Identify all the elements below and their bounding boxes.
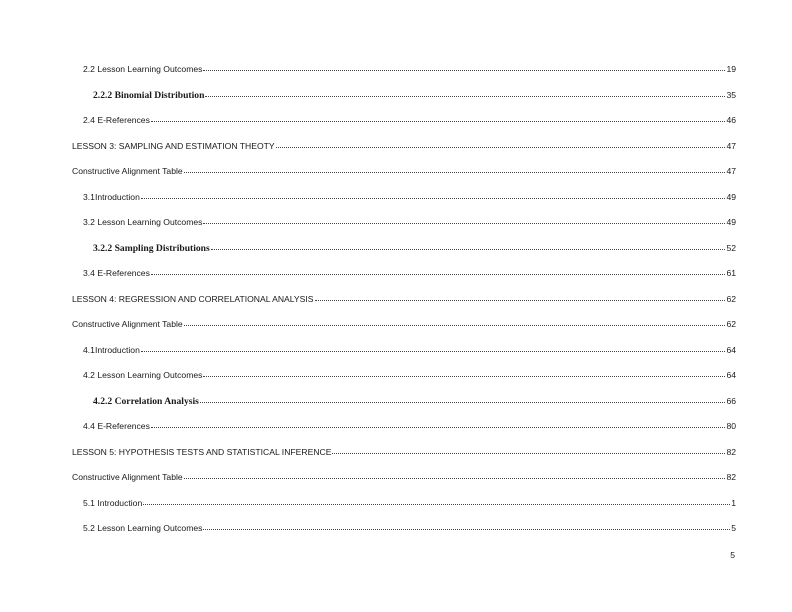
toc-entry[interactable] xyxy=(72,164,736,190)
toc-entry-title[interactable]: 2.4 E-References xyxy=(83,115,150,125)
toc-entry-page[interactable]: 49 xyxy=(726,217,736,227)
toc-entry-page[interactable]: 62 xyxy=(726,319,736,329)
toc-dot-leader xyxy=(141,343,726,353)
toc-entry[interactable] xyxy=(72,62,736,88)
toc-entry-page[interactable]: 46 xyxy=(726,115,736,125)
toc-entry[interactable] xyxy=(72,317,736,343)
toc-entry-page[interactable]: 66 xyxy=(726,395,736,406)
toc-dot-leader xyxy=(151,266,726,276)
toc-dot-leader xyxy=(151,113,726,123)
toc-entry[interactable] xyxy=(72,113,736,139)
toc-entry[interactable] xyxy=(72,368,736,394)
toc-dot-leader xyxy=(151,419,726,429)
toc-dot-leader xyxy=(205,88,725,98)
toc-entry-page[interactable]: 82 xyxy=(726,446,736,457)
toc-entry[interactable] xyxy=(72,190,736,216)
toc-entry-page[interactable]: 64 xyxy=(726,370,736,380)
toc-entry-page[interactable]: 80 xyxy=(726,421,736,431)
toc-entry-title[interactable]: LESSON 5: HYPOTHESIS TESTS AND STATISTICAL INFERENCE xyxy=(72,446,332,457)
toc-entry-page[interactable]: 1 xyxy=(731,497,736,508)
toc-entry-title[interactable]: 4.2.2 Correlation Analysis xyxy=(93,395,199,407)
toc-entry-page[interactable]: 82 xyxy=(726,472,736,482)
toc-entry[interactable] xyxy=(72,445,736,471)
toc-entry-page[interactable]: 61 xyxy=(726,268,736,278)
toc-entry[interactable] xyxy=(72,266,736,292)
toc-entry-title[interactable]: 4.4 E-References xyxy=(83,421,150,431)
toc-dot-leader xyxy=(143,496,730,506)
toc-entry-title[interactable]: 2.2 Lesson Learning Outcomes xyxy=(83,64,203,74)
toc-entry[interactable] xyxy=(72,496,736,522)
table-of-contents xyxy=(72,62,736,547)
toc-entry-title[interactable]: 5.2 Lesson Learning Outcomes xyxy=(83,523,203,533)
toc-entry[interactable] xyxy=(72,241,736,267)
toc-entry-title[interactable]: 2.2.2 Binomial Distribution xyxy=(93,89,205,101)
toc-dot-leader xyxy=(203,215,725,225)
toc-entry-title[interactable]: LESSON 3: SAMPLING AND ESTIMATION THEOTY xyxy=(72,140,275,151)
toc-dot-leader xyxy=(315,292,726,302)
toc-entry-title[interactable]: 3.2 Lesson Learning Outcomes xyxy=(83,217,203,227)
toc-dot-leader xyxy=(184,164,726,174)
toc-entry-title[interactable]: 3.1Introduction xyxy=(83,191,140,202)
toc-entry[interactable] xyxy=(72,88,736,114)
toc-entry-page[interactable]: 64 xyxy=(726,344,736,355)
toc-entry-page[interactable]: 19 xyxy=(726,64,736,74)
toc-dot-leader xyxy=(332,445,725,455)
toc-entry-title[interactable]: 5.1 Introduction xyxy=(83,497,143,508)
toc-entry-page[interactable]: 35 xyxy=(726,89,736,100)
toc-dot-leader xyxy=(203,368,725,378)
toc-entry[interactable] xyxy=(72,292,736,318)
toc-entry-title[interactable]: Constructive Alignment Table xyxy=(72,166,183,176)
toc-entry-page[interactable]: 62 xyxy=(726,293,736,304)
toc-entry[interactable] xyxy=(72,343,736,369)
toc-dot-leader xyxy=(276,139,726,149)
toc-entry-title[interactable]: Constructive Alignment Table xyxy=(72,319,183,329)
toc-entry-title[interactable]: Constructive Alignment Table xyxy=(72,472,183,482)
toc-entry-page[interactable]: 49 xyxy=(726,191,736,202)
toc-dot-leader xyxy=(211,241,726,251)
toc-entry-title[interactable]: 4.1Introduction xyxy=(83,344,140,355)
toc-entry-page[interactable]: 47 xyxy=(726,140,736,151)
toc-entry-title[interactable]: 4.2 Lesson Learning Outcomes xyxy=(83,370,203,380)
toc-entry[interactable] xyxy=(72,470,736,496)
toc-entry[interactable] xyxy=(72,139,736,165)
page-number: 5 xyxy=(730,550,735,560)
toc-entry-page[interactable]: 52 xyxy=(726,242,736,253)
toc-dot-leader xyxy=(184,470,726,480)
toc-dot-leader xyxy=(141,190,726,200)
toc-entry-page[interactable]: 47 xyxy=(726,166,736,176)
toc-entry-title[interactable]: LESSON 4: REGRESSION AND CORRELATIONAL ANALYSIS xyxy=(72,293,314,304)
toc-entry-title[interactable]: 3.4 E-References xyxy=(83,268,150,278)
toc-entry-page[interactable]: 5 xyxy=(731,523,736,533)
toc-dot-leader xyxy=(203,521,730,531)
toc-dot-leader xyxy=(203,62,725,72)
toc-entry[interactable] xyxy=(72,419,736,445)
toc-dot-leader xyxy=(184,317,726,327)
toc-entry[interactable] xyxy=(72,394,736,420)
toc-entry[interactable] xyxy=(72,521,736,547)
toc-entry-title[interactable]: 3.2.2 Sampling Distributions xyxy=(93,242,210,254)
toc-dot-leader xyxy=(200,394,726,404)
toc-entry[interactable] xyxy=(72,215,736,241)
